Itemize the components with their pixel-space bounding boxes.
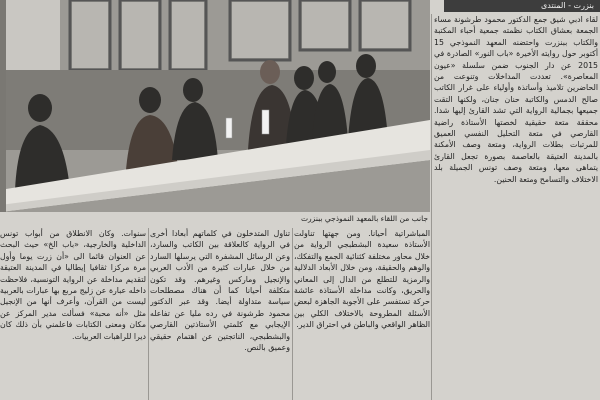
article-column-middle-left (150, 228, 290, 400)
photo-caption: جانب من اللقاء بالمعهد النموذجي ببنزرت (301, 214, 428, 223)
article-text: المباشراتية أحيانا. ومن جهتها تناولت الأستاذة سعيدة البشطبجي الرواية من خلال محاور مختلفة كثنائية الجمع والتفكك، والوهم والحقيقة، ومن خلال الأبعاد الدلالية والرمزية للتطلع من الدال إلى المعاني والحريق، وكانت مداخلة الأستاذة عائشة حركة تستفسر على الأجوبة الجاهزة لبعض الأسئلة المطروحة بالاختلاف الكلي بين الظاهر الواقعي والباطن في احتراق الدير. (294, 229, 430, 330)
section-header: بنزرت - المنتدى (444, 0, 600, 12)
article-column-middle-right (294, 228, 430, 400)
event-photo-image (0, 0, 430, 212)
article-column-left (0, 228, 146, 400)
column-divider (431, 14, 432, 400)
article-column-right (434, 14, 598, 400)
article-text: لقاء ادبي شيق جمع الدكتور محمود طرشونة مساء الجمعة بعشاق الكتاب نظمته جمعية أحباء المكتبة والكتاب ببنزرت واحتضنه المعهد النموذجي 15 أكتوبر حول روايته الأخيرة «باب النور» الصادرة في 2015 عن دار الجنوب ضمن سلسلة «عيون المعاصرة». تعددت المداخلات وتنوعت من الحاضرين تلاميذ وأساتذة وأولياء على غرار الكاتب صالح الدمس والكاتبة حنان جنان، ولكنها التقت جميعها بجمالية الرواية التي تشد القارئ إليها شدا. محققة متعة حقيقية لخصتها الأستاذة راضية القارصي في متعة التحليل النفسي العميق للمرتبات بطلات الرواية، ومتعة وصف الأمكنة بالمدينة العتيقة بالعاصمة بصورة تجعل القارئ يتماهى معها، ومتعة وصف تونس الجميلة بلد الاختلاف والتسامح ومتعة الحنين. (434, 15, 598, 184)
article-text: سنوات. وكان الانطلاق من أبواب تونس الداخلية والخارجية، «باب الخ» حيث البحث عن العنوان قائما الى «أن زرت يوما وأول مرة مركزا ثقافيا إيطاليا في المدينة العتيقة لتقديم مداخلة عن الرواية التونسية، فلاحظت داخله عبارة عن زليج مربع بها عبارات بالعربية ليست من القرآن، وأعرف أنها من الإنجيل مثل «أنه محبة» فسألت مدير المركز عن مكان ومعنى الكتابات فاعلمني بأن ذلك كان ديرا للراهبات العربيات. (0, 229, 146, 341)
event-photo (0, 0, 430, 212)
article-text: تناول المتدخلون في كلماتهم أبعادا أخرى في الرواية كالعلاقة بين الكاتب والسارد، وعن الرسائل المشفرة التي يرسلها السارد من خلال عبارات كثيرة من الأدب العربي والإنجيل وماركس وغيرهم. وقد تكون متكلفة أحيانا كما أن هناك مصطلحات سياسة متداولة أيضا. وقد عبر الدكتور محمود طرشونة في رده مليا عن تفاعله الإيجابي مع كلمتي الأستاذتين القارصي والبشطبجي، الناتجتين عن اهتمام حقيقي وعميق بالنص. (150, 229, 290, 353)
column-divider (292, 228, 293, 400)
column-divider (148, 228, 149, 400)
